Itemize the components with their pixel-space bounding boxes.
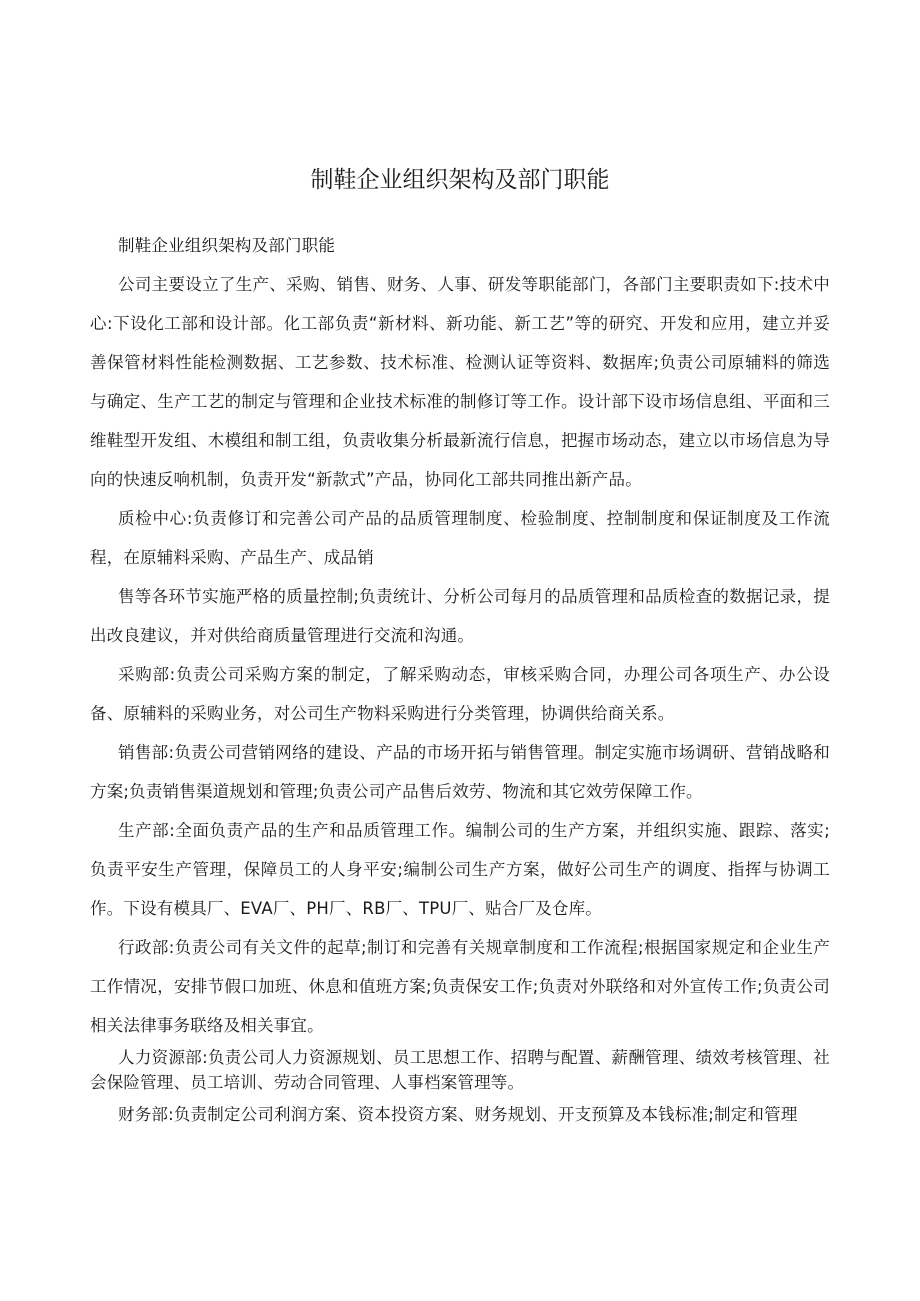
paragraph-administration: 行政部:负责公司有关文件的起草;制订和完善有关规章制度和工作流程;根据国家规定和企业生产工作情况，安排节假口加班、休息和值班方案;负责保安工作;负责对外联络和对外宣传工作;负责公司相关法律事务联络及相关事宜。 xyxy=(90,938,830,1035)
paragraph-sales: 销售部:负责公司营销网络的建设、产品的市场开拓与销售管理。制定实施市场调研、营销战略和方案;负责销售渠道规划和管理;负责公司产品售后效劳、物流和其它效劳保障工作。 xyxy=(90,743,830,801)
document-title: 制鞋企业组织架构及部门职能 xyxy=(310,167,610,193)
document-body xyxy=(90,226,830,1134)
paragraph-human-resources: 人力资源部:负责公司人力资源规划、员工思想工作、招聘与配置、薪酬管理、绩效考核管理、社会保险管理、员工培训、劳动合同管理、人事档案管理等。 xyxy=(90,1048,830,1092)
paragraph-quality-center: 质检中心:负责修订和完善公司产品的品质管理制度、检验制度、控制制度和保证制度及工作流程，在原辅料采购、产品生产、成品销 xyxy=(90,509,830,567)
paragraph-tech-center: 公司主要设立了生产、采购、销售、财务、人事、研发等职能部门，各部门主要职责如下:技术中心:下设化工部和设计部。化工部负责“新材料、新功能、新工艺”等的研究、开发和应用，建立并妥善保管材料性能检测数据、工艺参数、技术标准、检测认证等资料、数据库;负责公司原辅料的筛选与确定、生产工艺的制定与管理和企业技术标准的制修订等工作。设计部下设市场信息组、平面和三维鞋型开发组、木模组和制工组，负责收集分析最新流行信息，把握市场动态，建立以市场信息为导向的快速反响机制，负责开发“新款式”产品，协同化工部共同推出新产品。 xyxy=(90,275,830,489)
paragraph-production: 生产部:全面负责产品的生产和品质管理工作。编制公司的生产方案，并组织实施、跟踪、落实;负责平安生产管理，保障员工的人身平安;编制公司生产方案，做好公司生产的调度、指挥与协调工作。下设有模具厂、EVA厂、PH厂、RB厂、TPU厂、贴合厂及仓库。 xyxy=(90,821,830,918)
paragraph-quality-center-cont: 售等各环节实施严格的质量控制;负责统计、分析公司每月的品质管理和品质检查的数据记录，提出改良建议，并对供给商质量管理进行交流和沟通。 xyxy=(90,587,830,645)
paragraph-finance: 财务部:负责制定公司利润方案、资本投资方案、财务规划、开支预算及本钱标准;制定和管理 xyxy=(118,1105,798,1124)
paragraph-purchasing: 采购部:负责公司采购方案的制定，了解采购动态，审核采购合同，办理公司各项生产、办公设备、原辅料的采购业务，对公司生产物料采购进行分类管理，协调供给商关系。 xyxy=(90,665,830,723)
document-subtitle: 制鞋企业组织架构及部门职能 xyxy=(118,236,336,255)
